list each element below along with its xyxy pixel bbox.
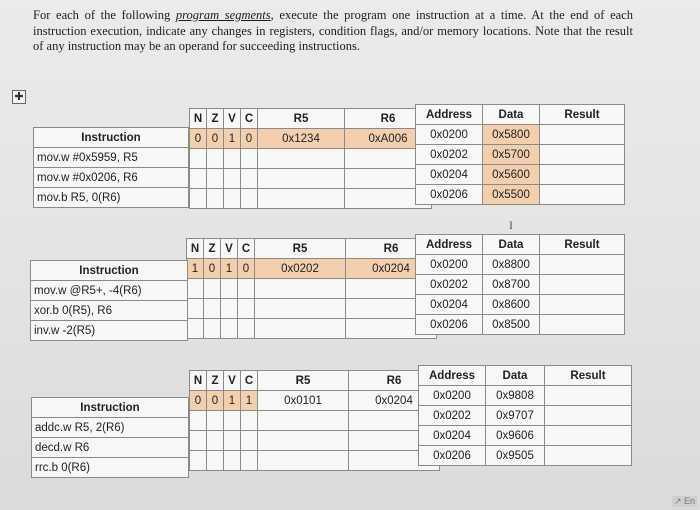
instruction-row[interactable]: xor.b 0(R5), R6 xyxy=(31,301,188,321)
result-cell[interactable] xyxy=(545,426,632,446)
instruction-row[interactable]: mov.w #0x5959, R5 xyxy=(34,148,189,168)
language-indicator: ↗ En xyxy=(674,496,696,506)
register-table-1 xyxy=(189,108,432,209)
instruction-header: Instruction xyxy=(32,398,189,418)
flag-cell[interactable] xyxy=(204,319,221,339)
address-cell: 0x0202 xyxy=(419,406,486,426)
flag-cell[interactable] xyxy=(204,279,221,299)
flag-cell[interactable] xyxy=(241,169,258,189)
problem-statement xyxy=(33,8,633,55)
flag-header-n: N xyxy=(187,239,204,259)
flag-cell[interactable] xyxy=(224,189,241,209)
address-cell: 0x0200 xyxy=(416,125,483,145)
flag-header-z: Z xyxy=(204,239,221,259)
data-cell: 0x9707 xyxy=(486,406,545,426)
text-cursor-icon: I xyxy=(509,218,513,232)
instruction-header: Instruction xyxy=(31,261,188,281)
r5-cell[interactable] xyxy=(258,451,349,471)
result-header: Result xyxy=(545,366,632,386)
flag-cell[interactable] xyxy=(207,431,224,451)
data-cell: 0x8800 xyxy=(483,255,540,275)
flag-header-v: V xyxy=(221,239,238,259)
flag-header-c: C xyxy=(238,239,255,259)
flag-value-n[interactable]: 0 xyxy=(190,391,207,411)
data-cell: 0x9505 xyxy=(486,446,545,466)
result-cell[interactable] xyxy=(540,145,625,165)
instruction-row[interactable]: decd.w R6 xyxy=(32,438,189,458)
flag-cell[interactable] xyxy=(238,279,255,299)
instruction-row[interactable]: mov.b R5, 0(R6) xyxy=(34,188,189,208)
result-cell[interactable] xyxy=(545,406,632,426)
flag-header-v: V xyxy=(224,371,241,391)
result-cell[interactable] xyxy=(540,315,625,335)
flag-cell[interactable] xyxy=(241,189,258,209)
result-cell[interactable] xyxy=(540,125,625,145)
r5-header: R5 xyxy=(255,239,346,259)
r5-value[interactable]: 0x0101 xyxy=(258,391,349,411)
r6-header: R6 xyxy=(346,239,437,259)
flag-header-c: C xyxy=(241,371,258,391)
r5-value[interactable]: 0x1234 xyxy=(258,129,345,149)
result-cell[interactable] xyxy=(540,295,625,315)
instruction-table-3 xyxy=(31,397,189,478)
statement-emphasis: program segments xyxy=(175,8,271,22)
r6-value[interactable]: 0x0204 xyxy=(346,259,437,279)
instruction-row[interactable]: rrc.b 0(R6) xyxy=(32,458,189,478)
flag-cell[interactable] xyxy=(221,299,238,319)
r5-header: R5 xyxy=(258,109,345,129)
flag-cell[interactable] xyxy=(224,169,241,189)
address-cell: 0x0206 xyxy=(416,185,483,205)
result-cell[interactable] xyxy=(540,275,625,295)
flag-cell[interactable] xyxy=(190,169,207,189)
instruction-table-2 xyxy=(30,260,188,341)
data-cell: 0x5500 xyxy=(483,185,540,205)
flag-cell[interactable] xyxy=(224,149,241,169)
flag-header-c: C xyxy=(241,109,258,129)
address-cell: 0x0202 xyxy=(416,275,483,295)
flag-cell[interactable] xyxy=(207,189,224,209)
statement-text-start: For each of the following xyxy=(33,8,176,22)
flag-value-c[interactable]: 0 xyxy=(241,129,258,149)
address-header: Address xyxy=(419,366,486,386)
r5-cell[interactable] xyxy=(255,299,346,319)
flag-cell[interactable] xyxy=(241,431,258,451)
data-cell: 0x5600 xyxy=(483,165,540,185)
address-cell: 0x0200 xyxy=(419,386,486,406)
data-cell: 0x9606 xyxy=(486,426,545,446)
result-cell[interactable] xyxy=(540,185,625,205)
memory-table-3 xyxy=(418,365,632,466)
flag-cell[interactable] xyxy=(241,451,258,471)
table-move-handle-icon[interactable]: ✚ xyxy=(12,90,26,104)
instruction-table-1 xyxy=(33,127,189,208)
flag-cell[interactable] xyxy=(190,451,207,471)
r5-cell[interactable] xyxy=(258,149,345,169)
flag-cell[interactable] xyxy=(207,169,224,189)
r5-cell[interactable] xyxy=(258,431,349,451)
flag-cell[interactable] xyxy=(204,299,221,319)
memory-table-2 xyxy=(415,234,625,335)
result-header: Result xyxy=(540,105,625,125)
result-cell[interactable] xyxy=(540,255,625,275)
address-header: Address xyxy=(416,105,483,125)
register-table-3 xyxy=(189,370,440,471)
flag-cell[interactable] xyxy=(221,279,238,299)
instruction-header: Instruction xyxy=(34,128,189,148)
address-cell: 0x0202 xyxy=(416,145,483,165)
data-header: Data xyxy=(483,105,540,125)
flag-cell[interactable] xyxy=(238,299,255,319)
address-cell: 0x0206 xyxy=(419,446,486,466)
flag-value-n[interactable]: 0 xyxy=(190,129,207,149)
data-cell: 0x9808 xyxy=(486,386,545,406)
flag-cell[interactable] xyxy=(224,451,241,471)
r5-header: R5 xyxy=(258,371,349,391)
flag-value-n[interactable]: 1 xyxy=(187,259,204,279)
flag-cell[interactable] xyxy=(190,149,207,169)
flag-cell[interactable] xyxy=(187,299,204,319)
flag-header-z: Z xyxy=(207,109,224,129)
address-cell: 0x0204 xyxy=(419,426,486,446)
address-cell: 0x0206 xyxy=(416,315,483,335)
flag-cell[interactable] xyxy=(238,319,255,339)
flag-cell[interactable] xyxy=(221,319,238,339)
flag-cell[interactable] xyxy=(224,431,241,451)
flag-cell[interactable] xyxy=(241,411,258,431)
instruction-row[interactable]: mov.w #0x0206, R6 xyxy=(34,168,189,188)
r5-cell[interactable] xyxy=(255,319,346,339)
flag-header-n: N xyxy=(190,371,207,391)
data-header: Data xyxy=(483,235,540,255)
instruction-row[interactable]: mov.w @R5+, -4(R6) xyxy=(31,281,188,301)
flag-value-z[interactable]: 0 xyxy=(207,129,224,149)
flag-value-z[interactable]: 0 xyxy=(204,259,221,279)
r5-cell[interactable] xyxy=(258,169,345,189)
data-header: Data xyxy=(486,366,545,386)
r6-header: R6 xyxy=(345,109,432,129)
address-cell: 0x0204 xyxy=(416,165,483,185)
address-cell: 0x0200 xyxy=(416,255,483,275)
flag-value-v[interactable]: 1 xyxy=(221,259,238,279)
data-cell: 0x8500 xyxy=(483,315,540,335)
r6-value[interactable]: 0xA006 xyxy=(345,129,432,149)
address-cell: 0x0204 xyxy=(416,295,483,315)
flag-value-c[interactable]: 0 xyxy=(238,259,255,279)
data-cell: 0x5800 xyxy=(483,125,540,145)
result-header: Result xyxy=(540,235,625,255)
flag-cell[interactable] xyxy=(224,411,241,431)
flag-cell[interactable] xyxy=(207,411,224,431)
flag-header-z: Z xyxy=(207,371,224,391)
r6-value[interactable]: 0x0204 xyxy=(349,391,440,411)
flag-value-z[interactable]: 0 xyxy=(207,391,224,411)
statement-text-end: , execute the program one instruction at a time. At the end of each instruction execution, indicate any changes in registers, condition flags, and/or memory locations. Note that the result of any instruction may be an operand for succeeding instructions. xyxy=(33,8,633,53)
result-cell[interactable] xyxy=(545,386,632,406)
register-table-2 xyxy=(186,238,437,339)
r5-value[interactable]: 0x0202 xyxy=(255,259,346,279)
instruction-row[interactable]: addc.w R5, 2(R6) xyxy=(32,418,189,438)
flag-value-v[interactable]: 1 xyxy=(224,391,241,411)
flag-cell[interactable] xyxy=(207,149,224,169)
r5-cell[interactable] xyxy=(258,189,345,209)
flag-header-n: N xyxy=(190,109,207,129)
flag-cell[interactable] xyxy=(190,431,207,451)
flag-value-v[interactable]: 1 xyxy=(224,129,241,149)
result-cell[interactable] xyxy=(545,446,632,466)
flag-header-v: V xyxy=(224,109,241,129)
data-cell: 0x8600 xyxy=(483,295,540,315)
data-cell: 0x5700 xyxy=(483,145,540,165)
flag-cell[interactable] xyxy=(187,319,204,339)
flag-cell[interactable] xyxy=(241,149,258,169)
flag-value-c[interactable]: 1 xyxy=(241,391,258,411)
r5-cell[interactable] xyxy=(258,411,349,431)
result-cell[interactable] xyxy=(540,165,625,185)
address-header: Address xyxy=(416,235,483,255)
r6-header: R6 xyxy=(349,371,440,391)
flag-cell[interactable] xyxy=(190,189,207,209)
data-cell: 0x8700 xyxy=(483,275,540,295)
flag-cell[interactable] xyxy=(187,279,204,299)
r5-cell[interactable] xyxy=(255,279,346,299)
flag-cell[interactable] xyxy=(207,451,224,471)
memory-table-1 xyxy=(415,104,625,205)
flag-cell[interactable] xyxy=(190,411,207,431)
instruction-row[interactable]: inv.w -2(R5) xyxy=(31,321,188,341)
